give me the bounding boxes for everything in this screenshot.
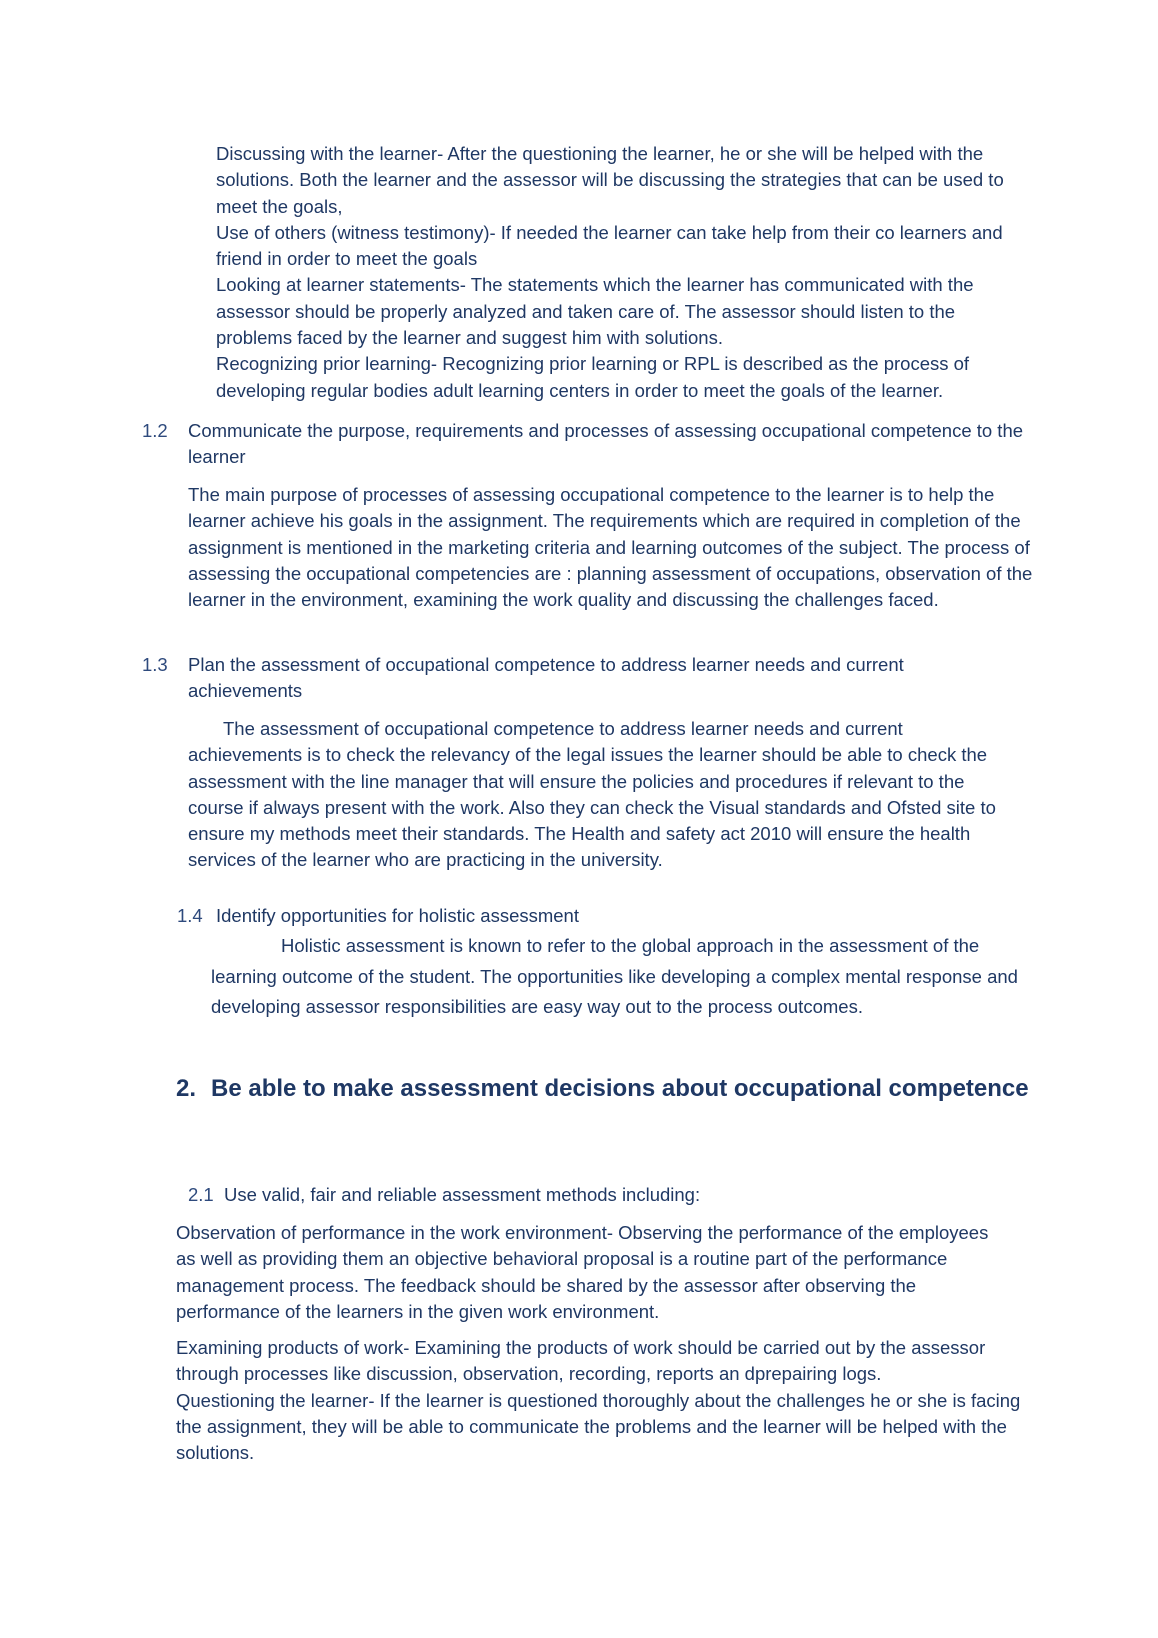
intro-item-rpl: Recognizing prior learning- Recognizing prior learning or RPL is described as the process of developing regular bodies adult learning centers in order to meet the goals of the learner. xyxy=(216,353,970,401)
intro-item-witness: Use of others (witness testimony)- If needed the learner can take help from their co learners and friend in order to meet the goals xyxy=(216,221,1003,270)
section-2-1-products: Examining products of work- Examining the products of work should be carried out by the assessor through processes like discussion, observation, recording, reports an dprepairing logs. xyxy=(176,1337,986,1385)
section-1-2-heading: Communicate the purpose, requirements and processes of assessing occupational competence to the learner xyxy=(188,420,1024,468)
section-1-4-body: Holistic assessment is known to refer to the global approach in the assessment of the learning outcome of the student. The opportunities like developing a complex mental response and developing assessor responsibilities are easy way out to the process outcomes. xyxy=(211,935,1018,1017)
section-1-4-heading: Identify opportunities for holistic assessment xyxy=(216,905,579,926)
section-2-1-products-and-questioning xyxy=(176,1335,1021,1466)
intro-methods xyxy=(216,141,1031,404)
section-2-1-heading: Use valid, fair and reliable assessment methods including: xyxy=(224,1184,701,1205)
section-1-3-heading: Plan the assessment of occupational competence to address learner needs and current achievements xyxy=(188,654,904,702)
section-2-1-observation: Observation of performance in the work environment- Observing the performance of the employees as well as providing them an objective behavioral proposal is a routine part of the performance management process. The feedback should be shared by the assessor after observing the performance of the learners in the given work environment. xyxy=(176,1222,989,1322)
section-1-3-body: The assessment of occupational competence to address learner needs and current achievements is to check the relevancy of the legal issues the learner should be able to check the assessment with the line manager that will ensure the policies and procedures if relevant to the course if always present with the work. Also they can check the Visual standards and Ofsted site to ensure my methods meet their standards. The Health and safety act 2010 will ensure the health services of the learner who are practicing in the university. xyxy=(188,718,996,871)
intro-item-discussing: Discussing with the learner- After the questioning the learner, he or she will be helped with the solutions. Both the learner and the assessor will be discussing the strategies that can be used to meet the goals, xyxy=(216,143,1004,217)
section-2-number: 2. xyxy=(176,1075,197,1102)
section-2-1-questioning: Questioning the learner- If the learner is questioned thoroughly about the challenges he or she is facing the assignment, they will be able to communicate the problems and the learner will be helped with the solutions. xyxy=(176,1389,1021,1464)
section-2-heading: Be able to make assessment decisions about occupational competence xyxy=(211,1075,1029,1102)
section-2-1-number: 2.1 xyxy=(188,1184,214,1205)
section-1-4-number: 1.4 xyxy=(177,905,203,926)
intro-item-statements: Looking at learner statements- The statements which the learner has communicated with the assessor should be properly analyzed and taken care of. The assessor should listen to the problems faced by the learner and suggest him with solutions. xyxy=(216,274,974,349)
section-1-2-body: The main purpose of processes of assessing occupational competence to the learner is to help the learner achieve his goals in the assignment. The requirements which are required in completion of the assignment is mentioned in the marketing criteria and learning outcomes of the subject. The process of assessing the occupational competencies are : planning assessment of occupations, observation of the learner in the environment, examining the work quality and discussing the challenges faced. xyxy=(188,484,1033,611)
section-1-3-number: 1.3 xyxy=(142,654,168,675)
section-1-2-number: 1.2 xyxy=(142,420,168,441)
